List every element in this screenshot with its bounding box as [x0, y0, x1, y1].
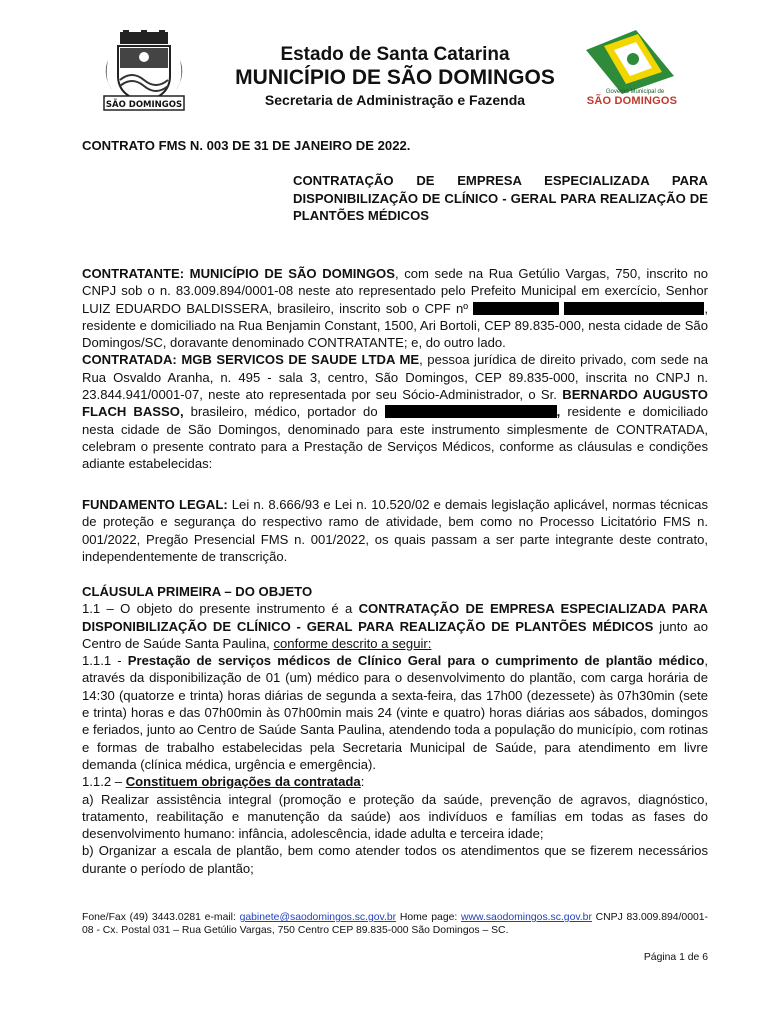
footer-home-label: Home page:: [396, 912, 462, 923]
legal-basis-label: FUNDAMENTO LEGAL:: [82, 497, 228, 512]
clause-1-1-text: junto ao Centro de Saúde Santa Paulina,: [82, 618, 708, 651]
redacted-document: [385, 405, 557, 418]
state-title: Estado de Santa Catarina: [280, 44, 510, 65]
logo-caption: Governo Municipal de: [605, 89, 665, 95]
clause-1-1-1-bold: Prestação de serviços médicos de Clínico Geral para o cumprimento de plantão médico: [127, 653, 705, 669]
clause-1-1-1-text: , através da disponibilização de 01 (um) médico para o desenvolvimento do plantão, com carga horária de 14:30 (quatorze e trinta) horas diárias de segunda a sexta-feira, das 17h00 (dezessete) às 07h30min (sete e trinta) horas e das 07h00min às 07h00min mais 24 (vinte e quatro) horas diárias aos sábados, domingos e feriados, junto ao Centro de Saúde Santa Paulina, atendendo toda a população do município, com rotinas e formas de trabalho estabelecidas pela Secretaria Municipal de Saúde, para atendimento em livre demanda (clínica médica, urgência e emergência).: [82, 653, 708, 772]
redacted-cpf-cont: [564, 302, 704, 315]
clause-item-a: a) Realizar assistência integral (promoção e proteção da saúde, prevenção de agravos, diagnóstico, tratamento, reabilitação e manutenção da saúde) aos indivíduos e famílias em todas as fases do desenvolvimento humano: infância, adolescência, idade adulta e terceira idade;: [82, 791, 708, 842]
parties-section: [82, 265, 708, 473]
clause-1-1-underline: conforme descrito a seguir:: [273, 635, 432, 651]
contratada-comma: ,: [556, 404, 561, 420]
logo-name: SÃO DOMINGOS: [586, 95, 678, 107]
footer-address: CNPJ 83.009.894/0001-08 - Cx. Postal 031 – Rua Getúlio Vargas, 750 Centro CEP 89.835-000 São Domingos – SC.: [82, 912, 708, 936]
clause-item-b: b) Organizar a escala de plantão, bem como atender todos os atendimentos que se fizerem necessários durante o período de plantão;: [82, 843, 708, 876]
contratante-text-1: , com sede na Rua Getúlio Vargas, 750, inscrito no CNPJ sob o n. 83.009.894/0001-08 neste ato representado pelo Prefeito Municipal em exercício, Senhor LUIZ EDUARDO BALDISSERA, brasileiro, inscrito sob o CPF nº: [82, 266, 709, 316]
footer-email-link[interactable]: gabinete@saodomingos.sc.gov.br: [239, 912, 397, 923]
contract-summary: CONTRATAÇÃO DE EMPRESA ESPECIALIZADA PARA DISPONIBILIZAÇÃO DE CLÍNICO - GERAL PARA REALIZAÇÃO DE PLANTÕES MÉDICOS: [293, 173, 708, 224]
footer-website-link[interactable]: www.saodomingos.sc.gov.br: [461, 912, 592, 923]
clause-1-1-2-number: 1.1.2 –: [82, 774, 126, 790]
clause-1-1-2-bold: Constituem obrigações da contratada: [125, 774, 361, 790]
clause-1-1-1-number: 1.1.1 -: [82, 653, 128, 669]
municipal-crest-icon: [98, 30, 190, 116]
contract-title: CONTRATO FMS N. 003 DE 31 DE JANEIRO DE 2022.: [82, 138, 411, 153]
contratante-text-2: , residente e domiciliado na Rua Benjamin Constant, 1500, Ari Bortoli, CEP 89.835-000, nesta cidade de São Domingos/SC, doravante denominado CONTRATANTE; e, do outro lado.: [82, 300, 709, 351]
contratada-text-3: residente e domiciliado nesta cidade de São Domingos, denominado para este instrumento simplesmente de CONTRATADA, celebram o presente contrato para a Prestação de Serviços Médicos, conforme as cláusulas e condições adiante estabelecidas:: [82, 404, 709, 472]
contratada-representative: BERNARDO AUGUSTO FLACH BASSO,: [82, 387, 708, 420]
clause-1-1-2-colon: :: [360, 774, 365, 790]
clause-1-1-bold: CONTRATAÇÃO DE EMPRESA ESPECIALIZADA PARA DISPONIBILIZAÇÃO DE CLÍNICO - GERAL PARA REALIZAÇÃO DE PLANTÕES MÉDICOS: [82, 601, 708, 634]
clause-1-1-1: [82, 652, 708, 773]
clause-1-1: [82, 600, 708, 652]
contratante-label: CONTRATANTE: MUNICÍPIO DE SÃO DOMINGOS: [82, 266, 395, 281]
clause-one: [82, 583, 708, 877]
page-number: Página 1 de 6: [643, 952, 708, 963]
clause-one-heading: CLÁUSULA PRIMEIRA – DO OBJETO: [82, 584, 313, 599]
legal-basis: [82, 496, 708, 565]
contratada-label: CONTRATADA: MGB SERVICOS DE SAUDE LTDA ME: [82, 352, 420, 368]
legal-basis-text: Lei n. 8.666/93 e Lei n. 10.520/02 e demais legislação aplicável, normas técnicas de proteção e segurança do respectivo ramo de atividade, bem como no Processo Licitatório FMS n. 001/2022, Pregão Presencial FMS n. 001/2022, os quais passam a ser parte integrante deste contrato, independentemente de transcrição.: [82, 497, 709, 564]
contratada-text-1: , pessoa jurídica de direito privado, com sede na Rua Osvaldo Aranha, n. 495 - sala 3, centro, São Domingos, CEP 89.835-000, inscrita no CNPJ n. 23.844.941/0001-07, neste ato representada por seu Sócio-Administrador, o Sr.: [82, 352, 708, 403]
crest-label: SÃO DOMINGOS: [105, 100, 183, 110]
secretariat-title: Secretaria de Administração e Fazenda: [264, 92, 526, 108]
clause-1-1-2: [82, 773, 708, 790]
municipality-title: MUNICÍPIO DE SÃO DOMINGOS: [235, 66, 555, 89]
page-footer: [82, 911, 708, 937]
footer-phone: Fone/Fax (49) 3443.0281 e-mail:: [82, 912, 240, 923]
redacted-cpf: [473, 302, 559, 315]
clause-1-1-number: 1.1 – O objeto do presente instrumento é a: [82, 601, 359, 617]
contratada-text-2: brasileiro, médico, portador do: [183, 404, 378, 420]
